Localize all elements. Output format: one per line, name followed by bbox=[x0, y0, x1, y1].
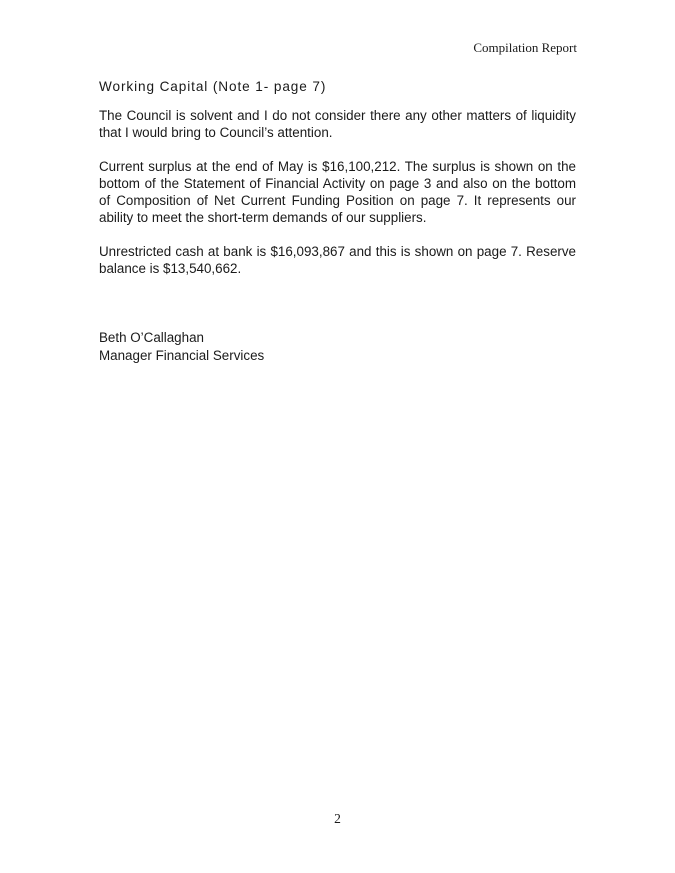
paragraph-unrestricted-cash: Unrestricted cash at bank is $16,093,867 and this is shown on page 7. Reserve balance is $13,540,662. bbox=[99, 244, 576, 276]
page-number: 2 bbox=[334, 811, 341, 826]
paragraph-current-surplus: Current surplus at the end of May is $16,100,212. The surplus is shown on the bottom of the Statement of Financial Activity on page 3 and also on the bottom of Composition of Net Current Funding Position on page 7. It represents our ability to meet the short-term demands of our suppliers. bbox=[99, 159, 576, 225]
signatory-title: Manager Financial Services bbox=[99, 348, 265, 363]
paragraph-solvency: The Council is solvent and I do not consider there any other matters of liquidity that I would bring to Council’s attention. bbox=[99, 108, 576, 140]
signature-block bbox=[99, 329, 576, 365]
running-header: Compilation Report bbox=[473, 40, 577, 55]
signatory-name: Beth O’Callaghan bbox=[99, 330, 204, 345]
section-heading: Working Capital (Note 1- page 7) bbox=[99, 79, 327, 94]
document-body bbox=[99, 78, 576, 365]
